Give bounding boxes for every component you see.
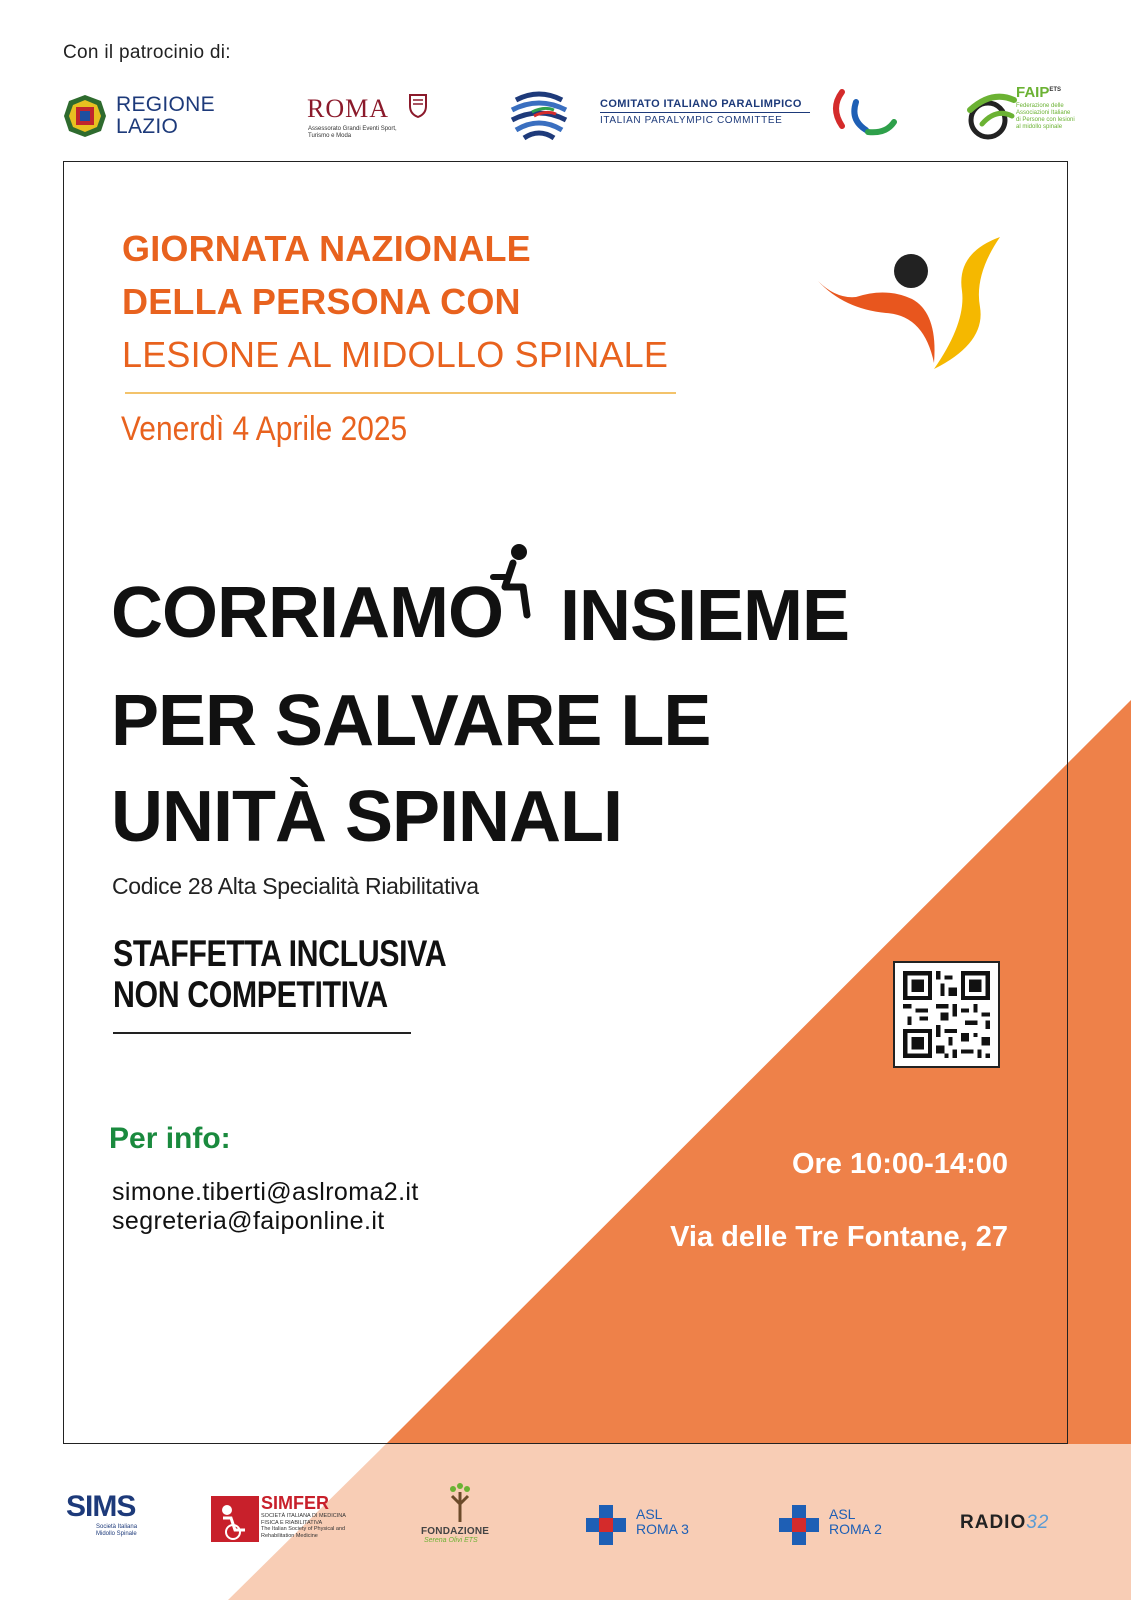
headline-line2: PER SALVARE LE: [111, 681, 711, 761]
event-title-line1: GIORNATA NAZIONALE: [122, 228, 531, 269]
asl-roma3-logo: [586, 1505, 696, 1547]
patronage-label: Con il patrocinio di:: [63, 42, 231, 63]
asl-cross-icon: [779, 1505, 819, 1545]
sims-sub1: Società Italiana: [96, 1524, 138, 1530]
event-time: Ore 10:00-14:00: [791, 1148, 1008, 1180]
codice-text: Codice 28 Alta Specialità Riabilitativa: [112, 873, 479, 899]
radio-text: RADIO: [960, 1512, 1027, 1533]
simfer-sub2: FISICA E RIABILITATIVA: [261, 1519, 323, 1526]
info-label: Per info:: [109, 1122, 231, 1155]
roma-title: ROMA: [307, 94, 390, 123]
faip-title-text: FAIP: [1016, 84, 1050, 101]
qr-code-pattern-icon: [895, 963, 998, 1066]
sims-title: SIMS: [66, 1490, 136, 1523]
asl2-line1: ASL: [829, 1506, 856, 1522]
staffetta-line2: NON COMPETITIVA: [113, 974, 388, 1015]
cip-line2: ITALIAN PARALYMPIC COMMITTEE: [600, 115, 783, 126]
simfer-sub1: SOCIETÀ ITALIANA DI MEDICINA: [261, 1513, 346, 1519]
radio-number: 32: [1026, 1512, 1050, 1533]
roma-shield-icon: [408, 92, 428, 118]
regione-lazio-logo: [63, 92, 223, 142]
asl3-line2: ROMA 3: [636, 1521, 689, 1537]
staffetta-line1: STAFFETTA INCLUSIVA: [113, 933, 447, 974]
regione-lazio-line2: LAZIO: [116, 115, 179, 138]
email-link-1[interactable]: simone.tiberti@aslroma2.it: [112, 1178, 419, 1206]
faip-logo: [962, 84, 1082, 144]
cip-logo: [508, 82, 908, 146]
asl-roma2-logo: [779, 1505, 889, 1547]
asl2-line2: ROMA 2: [829, 1521, 882, 1537]
faip-sub3: di Persone con lesioni: [1016, 117, 1075, 123]
radio32-logo: [960, 1512, 1070, 1542]
staffetta-underline: [113, 1032, 411, 1034]
simfer-logo: [211, 1493, 371, 1545]
faip-sub4: al midollo spinale: [1016, 124, 1063, 130]
event-flame-logo-icon: [816, 235, 1006, 375]
headline-line1-part2: INSIEME: [560, 576, 850, 656]
headline-line1-part1: CORRIAMO: [111, 573, 503, 653]
faip-sub2: Associazioni Italiane: [1016, 110, 1071, 116]
simfer-sub3: The Italian Society of Physical and: [261, 1526, 346, 1532]
asl-cross-icon: [586, 1505, 626, 1545]
cip-globe-icon: [508, 82, 570, 144]
faip-title: [1016, 84, 1061, 101]
sims-sub2: Midollo Spinale: [96, 1531, 137, 1537]
event-address: Via delle Tre Fontane, 27: [670, 1221, 1008, 1253]
simfer-sub4: Rehabilitation Medicine: [261, 1532, 318, 1539]
roma-sub2: Turismo e Moda: [308, 133, 352, 139]
event-date: Venerdì 4 Aprile 2025: [121, 410, 408, 448]
event-title-line3: LESIONE AL MIDOLLO SPINALE: [122, 334, 669, 375]
faip-wheel-icon: [962, 86, 1020, 142]
roma-logo: [307, 92, 437, 144]
tree-person-icon: [440, 1480, 480, 1524]
simfer-title: SIMFER: [261, 1493, 330, 1513]
roma-sub1: Assessorato Grandi Eventi Sport,: [308, 126, 397, 132]
faip-ets: ETS: [1049, 87, 1062, 93]
faip-sub1: Federazione delle: [1016, 103, 1064, 109]
event-title-line2: DELLA PERSONA CON: [122, 281, 521, 322]
fondazione-logo: [418, 1480, 504, 1546]
cip-line1: COMITATO ITALIANO PARALIMPICO: [600, 98, 802, 110]
regione-lazio-line1: REGIONE: [116, 93, 215, 116]
title-underline: [125, 392, 676, 394]
regione-lazio-emblem-icon: [63, 94, 107, 138]
headline-line3: UNITÀ SPINALI: [111, 777, 623, 857]
fondazione-title: FONDAZIONE: [421, 1526, 490, 1537]
wheelchair-icon: [475, 543, 537, 631]
sims-logo: [66, 1492, 156, 1542]
simfer-emblem-icon: [211, 1496, 259, 1542]
asl3-line1: ASL: [636, 1506, 663, 1522]
qr-code[interactable]: [893, 961, 1000, 1068]
fondazione-sub: Serena Olivi ETS: [424, 1537, 478, 1544]
email-link-2[interactable]: segreteria@faiponline.it: [112, 1207, 385, 1235]
agitos-icon: [828, 84, 902, 144]
